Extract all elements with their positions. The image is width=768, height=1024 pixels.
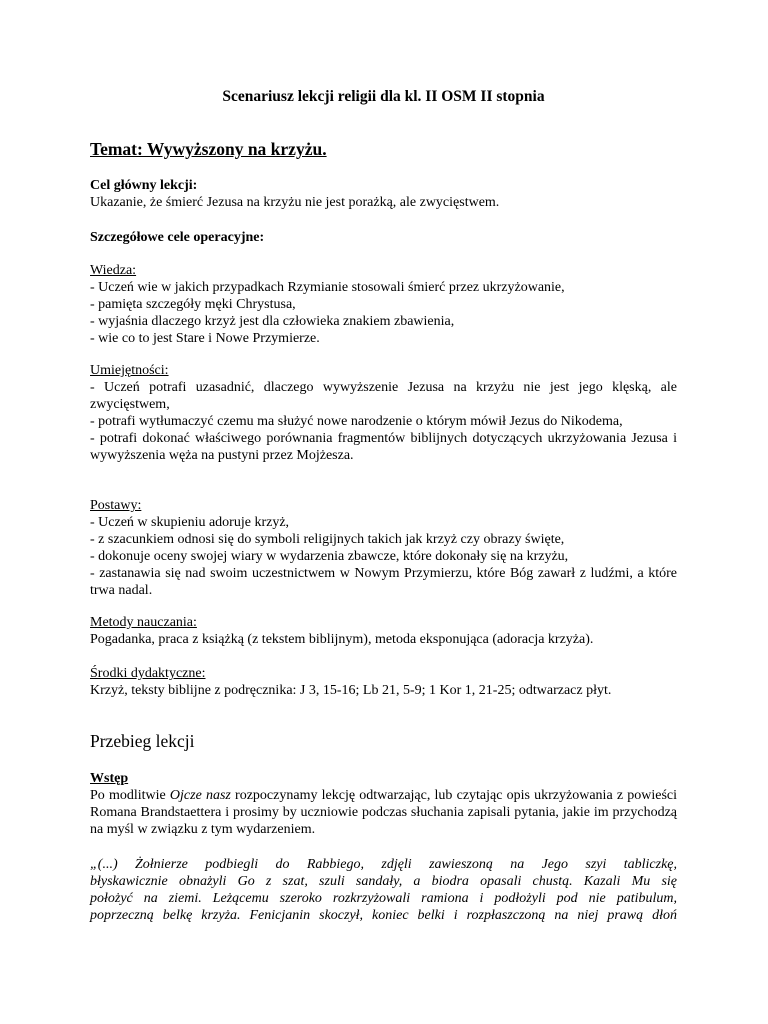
lesson-flow-heading: Przebieg lekcji <box>90 731 195 751</box>
list-item: - wyjaśnia dlaczego krzyż jest dla człowieka znakiem zbawienia, <box>90 314 455 329</box>
intro-text-part: Po modlitwie <box>90 788 170 803</box>
quote-line: położyć na ziemi. Leżącemu szeroko rozkrzyżowali ramiona i podłożyli pod nie patibulum, <box>90 891 677 906</box>
knowledge-heading: Wiedza: <box>90 263 137 278</box>
methods-section <box>90 614 677 648</box>
intro-text-part: rozpoczynamy lekcję odtwarzając, lub czytając opis ukrzyżowania z powieści Romana Brandstaettera i prosimy by uczniowie podczas słuchania zapisali pytania, jakie im przychodzą na myśl w związku z tym wydarzeniem. <box>90 788 677 837</box>
quote-block <box>90 856 677 924</box>
attitudes-heading: Postawy: <box>90 498 142 513</box>
intro-text <box>90 787 677 838</box>
skills-section <box>90 362 677 464</box>
list-item: - potrafi wytłumaczyć czemu ma służyć nowe narodzenie o którym mówił Jezus do Nikodema, <box>90 414 623 429</box>
list-item: - z szacunkiem odnosi się do symboli religijnych takich jak krzyż czy obrazy święte, <box>90 532 565 547</box>
main-goal-section <box>90 177 677 211</box>
list-item: - Uczeń wie w jakich przypadkach Rzymianie stosowali śmierć przez ukrzyżowanie, <box>90 280 565 295</box>
methods-text: Pogadanka, praca z książką (z tekstem biblijnym), metoda eksponująca (adoracja krzyża). <box>90 632 594 647</box>
main-goal-heading: Cel główny lekcji: <box>90 178 198 193</box>
resources-text: Krzyż, teksty biblijne z podręcznika: J 3, 15-16; Lb 21, 5-9; 1 Kor 1, 21-25; odtwarzacz płyt. <box>90 683 612 698</box>
quote-line: „(...) Żołnierze podbiegli do Rabbiego, zdjęli zawieszoną na Jego szyi tabliczkę, <box>90 857 677 872</box>
list-item: - Uczeń w skupieniu adoruje krzyż, <box>90 515 290 530</box>
list-item: - dokonuje oceny swojej wiary w wydarzenia zbawcze, które dokonały się na krzyżu, <box>90 549 569 564</box>
attitudes-section <box>90 497 677 599</box>
intro-heading: Wstęp <box>90 771 129 786</box>
list-item: - potrafi dokonać właściwego porównania fragmentów biblijnych dotyczących ukrzyżowania Jezusa i wywyższenia węża na pustyni przez Mojżesza. <box>90 431 677 463</box>
methods-heading: Metody nauczania: <box>90 615 197 630</box>
knowledge-section <box>90 262 677 347</box>
prayer-name: Ojcze nasz <box>169 788 231 803</box>
list-item: - zastanawia się nad swoim uczestnictwem w Nowym Przymierzu, które Bóg zawarł z ludźmi, a które trwa nadal. <box>90 566 677 598</box>
document-title: Scenariusz lekcji religii dla kl. II OSM II stopnia <box>222 88 545 105</box>
lesson-topic: Temat: Wywyższony na krzyżu. <box>90 139 327 159</box>
resources-heading: Środki dydaktyczne: <box>90 666 206 681</box>
quote-line: błyskawicznie obnażyli Go z szat, szuli sandały, a biodra opasali chustą. Kazali Mu się <box>90 874 677 889</box>
main-goal-text: Ukazanie, że śmierć Jezusa na krzyżu nie jest porażką, ale zwycięstwem. <box>90 195 500 210</box>
detailed-goals-heading: Szczegółowe cele operacyjne: <box>90 230 265 245</box>
list-item: - pamięta szczegóły męki Chrystusa, <box>90 297 296 312</box>
intro-section <box>90 770 677 838</box>
quote-line: poprzeczną belkę krzyża. Fenicjanin skoczył, koniec belki i rozpłaszczoną na niej prawą dłoń <box>90 908 677 923</box>
skills-heading: Umiejętności: <box>90 363 169 378</box>
list-item: - wie co to jest Stare i Nowe Przymierze. <box>90 331 320 346</box>
list-item: - Uczeń potrafi uzasadnić, dlaczego wywyższenie Jezusa na krzyżu nie jest jego klęską, ale zwycięstwem, <box>90 380 677 412</box>
resources-section <box>90 665 677 699</box>
